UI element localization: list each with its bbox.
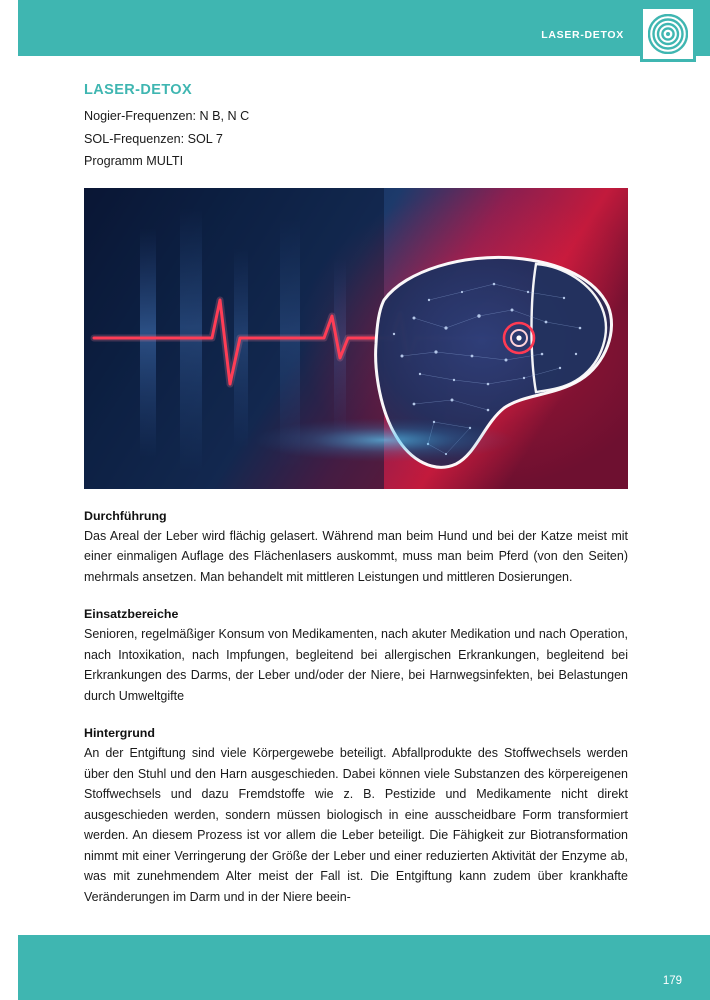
page-content [84, 56, 628, 907]
page-title: LASER-DETOX [84, 82, 193, 98]
section-heading: Durchführung [84, 508, 167, 523]
section-body: Das Areal der Leber wird flächig gelasert. Während man beim Hund und bei der Katze meist mit einer einmaligen Auflage des Flächenlasers auskommt, muss man beim Pferd (von den Seiten) mehrmals ansetzen. Man behandelt mit mittleren Leistungen und mittleren Dosierungen. [84, 528, 628, 584]
meta-sol-frequencies: SOL-Frequenzen: SOL 7 [84, 131, 223, 146]
section-heading: Hintergrund [84, 726, 155, 740]
meta-nogier-frequencies: Nogier-Frequenzen: N B, N C [84, 109, 250, 123]
section-body: An der Entgiftung sind viele Körpergewebe beteiligt. Abfallprodukte des Stoffwechsels werden über den Stuhl und den Harn ausgeschieden. Dabei können viele Substanzen des körpereigenen Stoffwechsels und dazu Fremdstoffe wie z. B. Pestizide und Medikamente nicht direkt ausgeschieden werden, sondern müssen biologisch in eine ausscheidbare Form transformiert werden. An diesem Prozess ist vor allem die Leber beteiligt. Die Fähigkeit zur Biotransformation nimmt mit einer Verringerung der Größe der Leber und einer reduzierten Aktivität der Enzyme ab, was mit zunehmendem Alter meist der Fall ist. Die Entgiftung kann zudem über krankhafte Veränderungen im Darm und in der Niere beein- [84, 746, 628, 904]
page-header [0, 0, 710, 56]
page-left-margin [0, 56, 18, 935]
page-footer [0, 935, 710, 1000]
section-heading: Einsatzbereiche [84, 607, 179, 621]
section-body: Senioren, regelmäßiger Konsum von Medikamenten, nach akuter Medikation und nach Operation, nach Intoxikation, nach Impfungen, begleitend bei allergischen Erkrankungen, begleitend bei Erkrankungen des Darms, der Leber und/oder der Niere, bei Harnwegsinfekten, bei Belastungen durch Umweltgifte [84, 627, 628, 703]
section-hintergrund [84, 726, 628, 907]
concentric-circles-logo-icon [640, 6, 696, 62]
header-title: LASER-DETOX [541, 29, 624, 41]
section-durchfuehrung [84, 509, 628, 588]
meta-program: Programm MULTI [84, 154, 184, 168]
header-left-margin [0, 0, 18, 56]
page-number: 179 [662, 975, 682, 987]
footer-left-margin [0, 935, 18, 1000]
liver-laser-illustration [84, 188, 628, 489]
section-einsatzbereiche [84, 607, 628, 706]
